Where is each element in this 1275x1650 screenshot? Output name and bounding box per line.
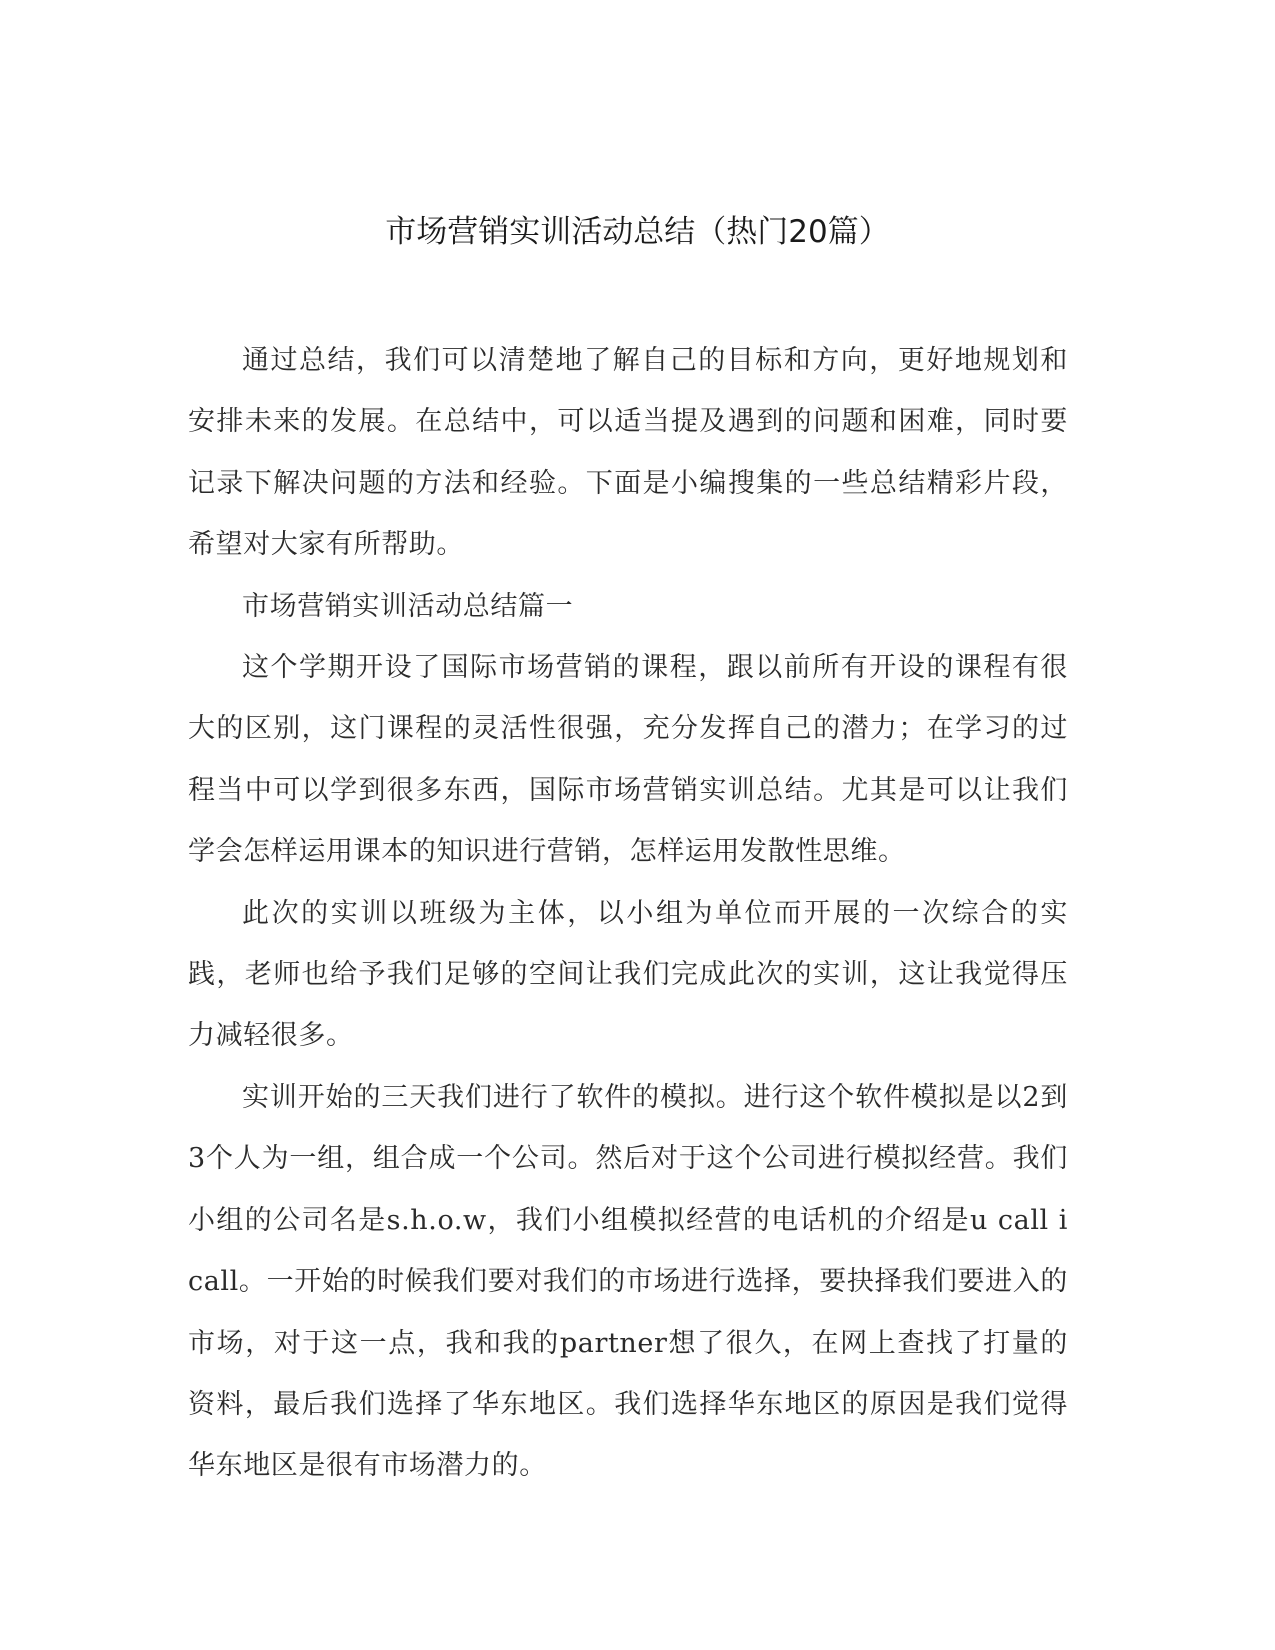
section-heading: 市场营销实训活动总结篇一 xyxy=(242,590,574,622)
body-paragraph: 实训开始的三天我们进行了软件的模拟。进行这个软件模拟是以2到3个人为一组，组合成一个公司。然后对于这个公司进行模拟经营。我们小组的公司名是s.h.o.w，我们小组模拟经营的电话机的介绍是u call i call。一开始的时候我们要对我们的市场进行选择，要抉择我们要进入的市场，对于这一点，我和我的partner想了很久，在网上查找了打量的资料，最后我们选择了华东地区。我们选择华东地区的原因是我们觉得华东地区是很有市场潜力的。 xyxy=(188,1081,1068,1482)
intro-paragraph: 通过总结，我们可以清楚地了解自己的目标和方向，更好地规划和安排未来的发展。在总结中，可以适当提及遇到的问题和困难，同时要记录下解决问题的方法和经验。下面是小编搜集的一些总结精彩片段，希望对大家有所帮助。 xyxy=(188,345,1068,561)
body-paragraph: 此次的实训以班级为主体，以小组为单位而开展的一次综合的实践，老师也给予我们足够的空间让我们完成此次的实训，这让我觉得压力减轻很多。 xyxy=(188,897,1068,1052)
document-title: 市场营销实训活动总结（热门20篇） xyxy=(385,214,890,250)
document-body xyxy=(188,330,1068,1497)
body-paragraph: 这个学期开设了国际市场营销的课程，跟以前所有开设的课程有很大的区别，这门课程的灵活性很强，充分发挥自己的潜力；在学习的过程当中可以学到很多东西，国际市场营销实训总结。尤其是可以让我们学会怎样运用课本的知识进行营销，怎样运用发散性思维。 xyxy=(188,652,1068,868)
